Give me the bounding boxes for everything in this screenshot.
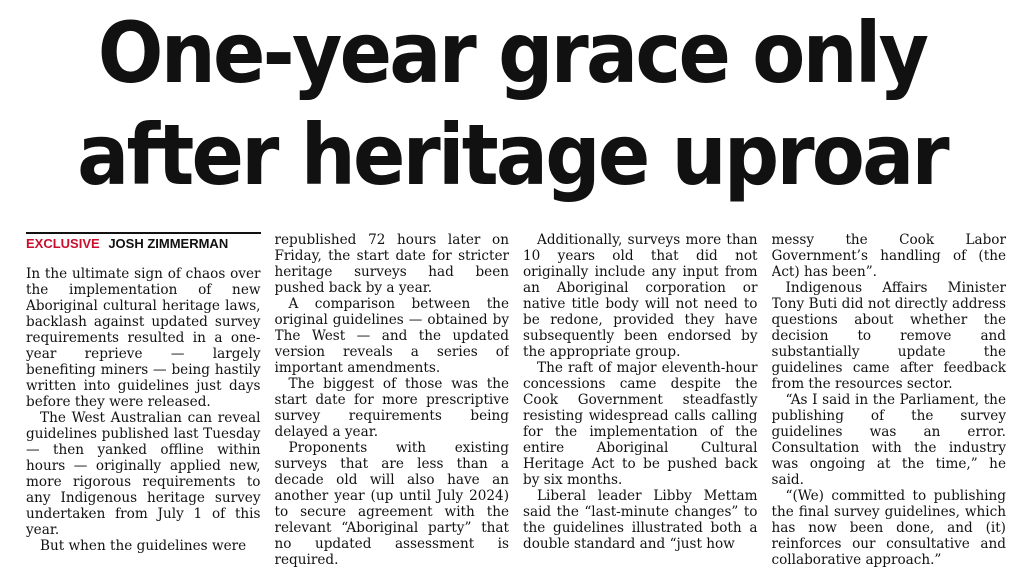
paragraph: “(We) committed to publishing the final survey guidelines, which has now been done, and (it) reinforces our consultative and collaborative approach.”: [771, 488, 1006, 568]
paragraph: In the ultimate sign of chaos over the implementation of new Aboriginal cultural heritage laws, backlash against updated survey requirements resulted in a one-year reprieve — largely benefiting miners — being hastily written into guidelines just days before they were released.: [26, 266, 261, 410]
paragraph: messy the Cook Labor Government’s handling of (the Act) has been”.: [771, 232, 1006, 280]
paragraph: The raft of major eleventh-hour concessions came despite the Cook Government steadfastly resisting widespread calls calling for the implementation of the entire Aboriginal Cultural Heritage Act to be pushed back by six months.: [523, 360, 758, 488]
paragraph: Proponents with existing surveys that are less than a decade old will also have an another year (up until July 2024) to secure agreement with the relevant “Aboriginal party” that no updated assessment is required.: [274, 440, 509, 568]
paragraph: A comparison between the original guidelines — obtained by The West — and the updated version reveals a series of important amendments.: [274, 296, 509, 376]
exclusive-tag: EXCLUSIVE: [26, 236, 100, 251]
paragraph: But when the guidelines were: [40, 538, 247, 554]
paragraph: Liberal leader Libby Mettam said the “last-minute changes” to the guidelines illustrated both a double standard and “just how: [523, 488, 758, 552]
paragraph: The West Australian can reveal guidelines published last Tuesday — then yanked offline within hours — originally applied new, more rigorous requirements to any Indigenous heritage survey undertaken from July 1 of this year.: [26, 410, 261, 538]
headline-line-1: One-year grace only: [97, 4, 927, 102]
column-4: [772, 232, 1007, 570]
byline: [26, 232, 261, 252]
paragraph: “As I said in the Parliament, the publishing of the survey guidelines was an error. Consultation with the industry was ongoing at the time,” he said.: [771, 392, 1006, 488]
author-name: JOSH ZIMMERMAN: [108, 236, 229, 251]
paragraph: Indigenous Affairs Minister Tony Buti did not directly address questions about whether the decision to remove and substantially update the guidelines came after feedback from the resources sector.: [771, 280, 1006, 392]
article-body: [26, 232, 1006, 570]
paragraph: The biggest of those was the start date for more prescriptive survey requirements being delayed a year.: [274, 376, 509, 440]
column-3: [523, 232, 758, 570]
headline: [41, 2, 983, 206]
paragraph: Additionally, surveys more than 10 years old that did not originally include any input from an Aboriginal corporation or native title body will not need to be redone, provided they have subsequently been endorsed by the appropriate group.: [523, 232, 758, 360]
column-2: [275, 232, 510, 570]
headline-line-2: after heritage uproar: [77, 106, 947, 204]
column-1: [26, 232, 261, 570]
paragraph: republished 72 hours later on Friday, the start date for stricter heritage surveys had been pushed back by a year.: [274, 232, 509, 296]
